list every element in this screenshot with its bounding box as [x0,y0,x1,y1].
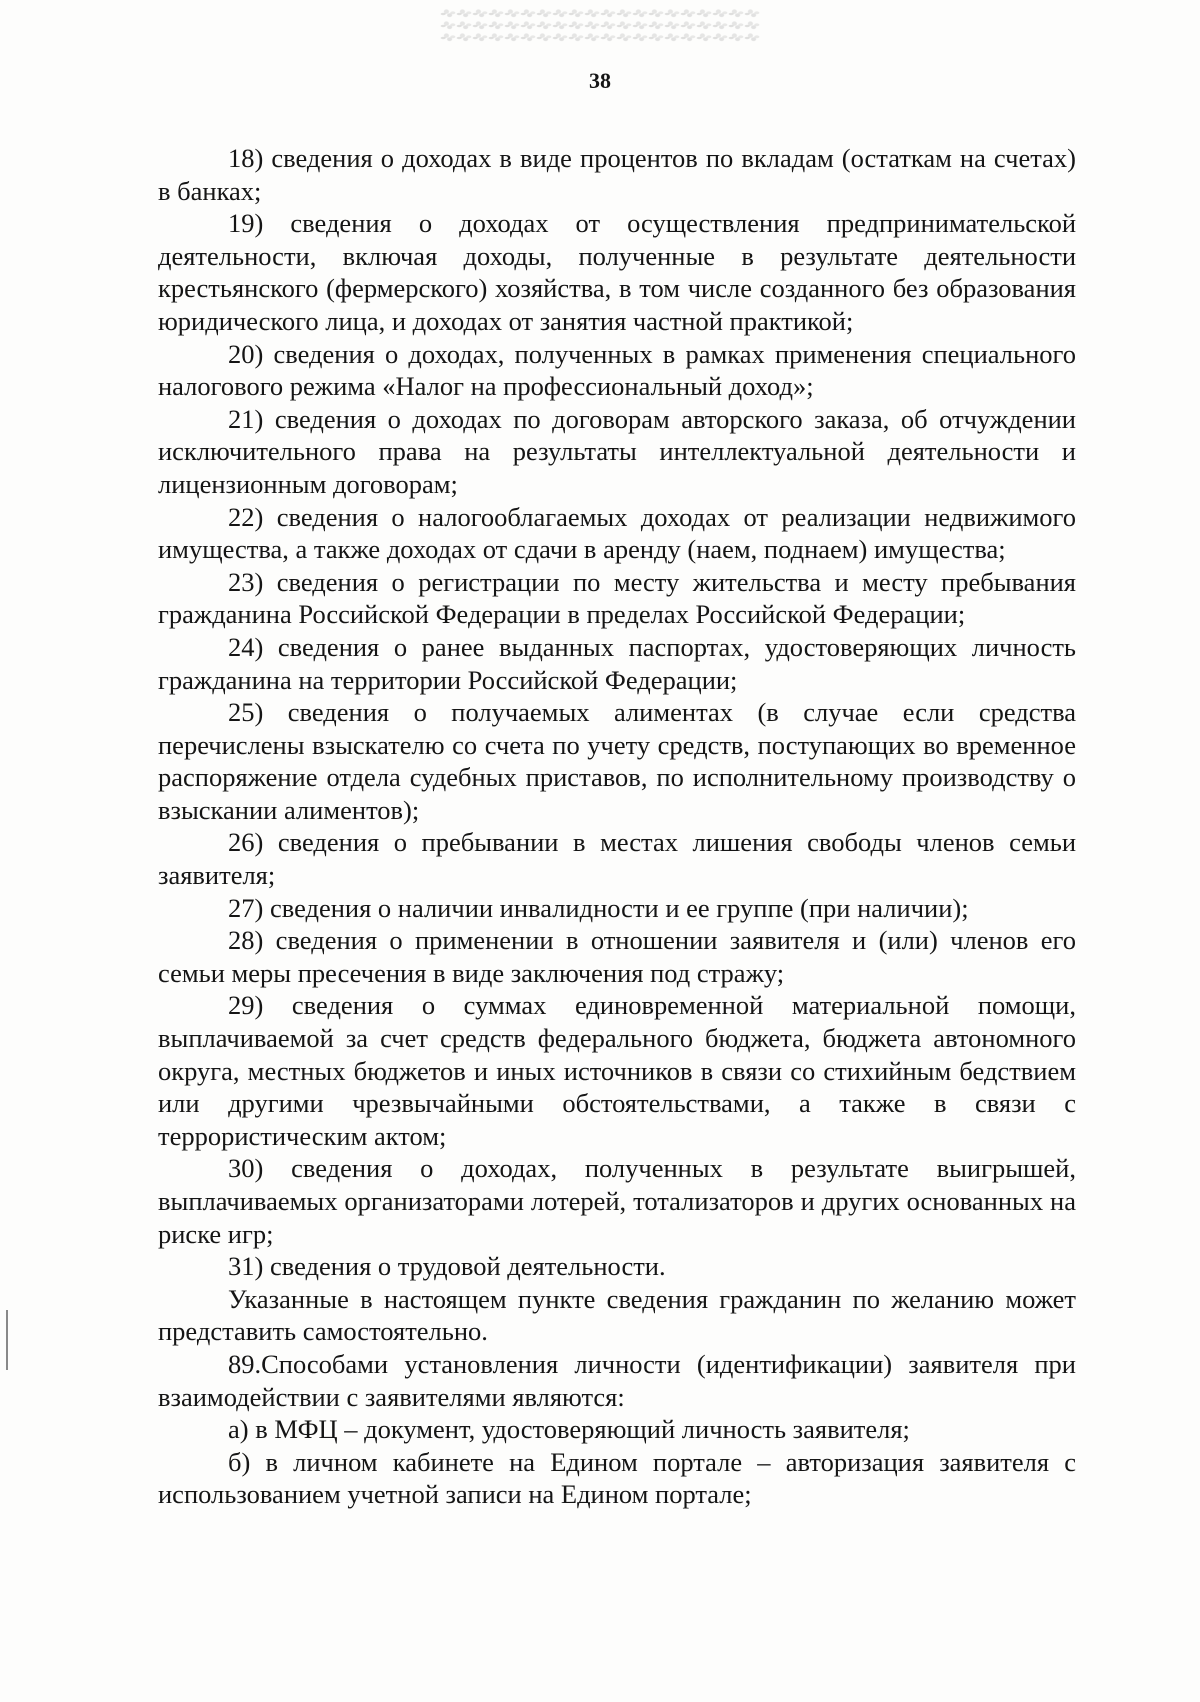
scan-artifact [440,8,760,42]
list-item-30: 30) сведения о доходах, полученных в результате выигрышей, выплачиваемых организаторами лотерей, тотализаторов и других основанных на риске игр; [158,1153,1076,1249]
list-item-24: 24) сведения о ранее выданных паспортах, удостоверяющих личность гражданина на территории Российской Федерации; [158,631,1076,695]
list-item-28: 28) сведения о применении в отношении заявителя и (или) членов его семьи меры пресечения в виде заключения под стражу; [158,925,1076,988]
list-item-20: 20) сведения о доходах, полученных в рамках применения специального налогового режима «Налог на профессиональный доход»; [158,338,1076,402]
list-item-27: 27) сведения о наличии инвалидности и ее группе (при наличии); [228,892,969,923]
list-item-25: 25) сведения о получаемых алиментах (в случае если средства перечислены взыскателю со счета по учету средств, поступающих во временное распоряжение отдела судебных приставов, по исполнительному производству о взыскании алиментов); [158,697,1076,825]
clause-89-item-b: б) в личном кабинете на Едином портале – авторизация заявителя с использованием учетной записи на Едином портале; [158,1446,1076,1510]
list-item-26: 26) сведения о пребывании в местах лишения свободы членов семьи заявителя; [158,827,1076,891]
clause-89: 89.Способами установления личности (идентификации) заявителя при взаимодействии с заявителями являются: [158,1348,1076,1412]
clause-89-item-a: а) в МФЦ – документ, удостоверяющий личность заявителя; [228,1414,910,1445]
scan-edge-mark [6,1310,8,1370]
list-item-23: 23) сведения о регистрации по месту жительства и месту пребывания гражданина Российской Федерации в пределах Российской Федерации; [158,566,1076,630]
document-body [158,142,1076,1511]
list-item-29: 29) сведения о суммах единовременной материальной помощи, выплачиваемой за счет средств федерального бюджета, бюджета автономного округа, местных бюджетов и иных источников в связи со стихийным бедствием или другими чрезвычайными обстоятельствами, а также в связи с террористическим актом; [158,990,1076,1151]
list-item-21: 21) сведения о доходах по договорам авторского заказа, об отчуждении исключительного права на результаты интеллектуальной деятельности и лицензионным договорам; [158,403,1076,499]
page-number: 38 [589,68,611,93]
list-item-22: 22) сведения о налогооблагаемых доходах от реализации недвижимого имущества, а также доходах от сдачи в аренду (наем, поднаем) имущества; [158,501,1076,565]
list-item-31: 31) сведения о трудовой деятельности. [228,1251,666,1282]
list-item-19: 19) сведения о доходах от осуществления предпринимательской деятельности, включая доходы, полученные в результате деятельности крестьянского (фермерского) хозяйства, в том числе созданного без образования юридического лица, и доходах от занятия частной практикой; [158,208,1076,336]
note-paragraph: Указанные в настоящем пункте сведения гражданин по желанию может представить самостоятельно. [158,1283,1076,1347]
list-item-18: 18) сведения о доходах в виде процентов по вкладам (остаткам на счетах) в банках; [158,143,1076,206]
